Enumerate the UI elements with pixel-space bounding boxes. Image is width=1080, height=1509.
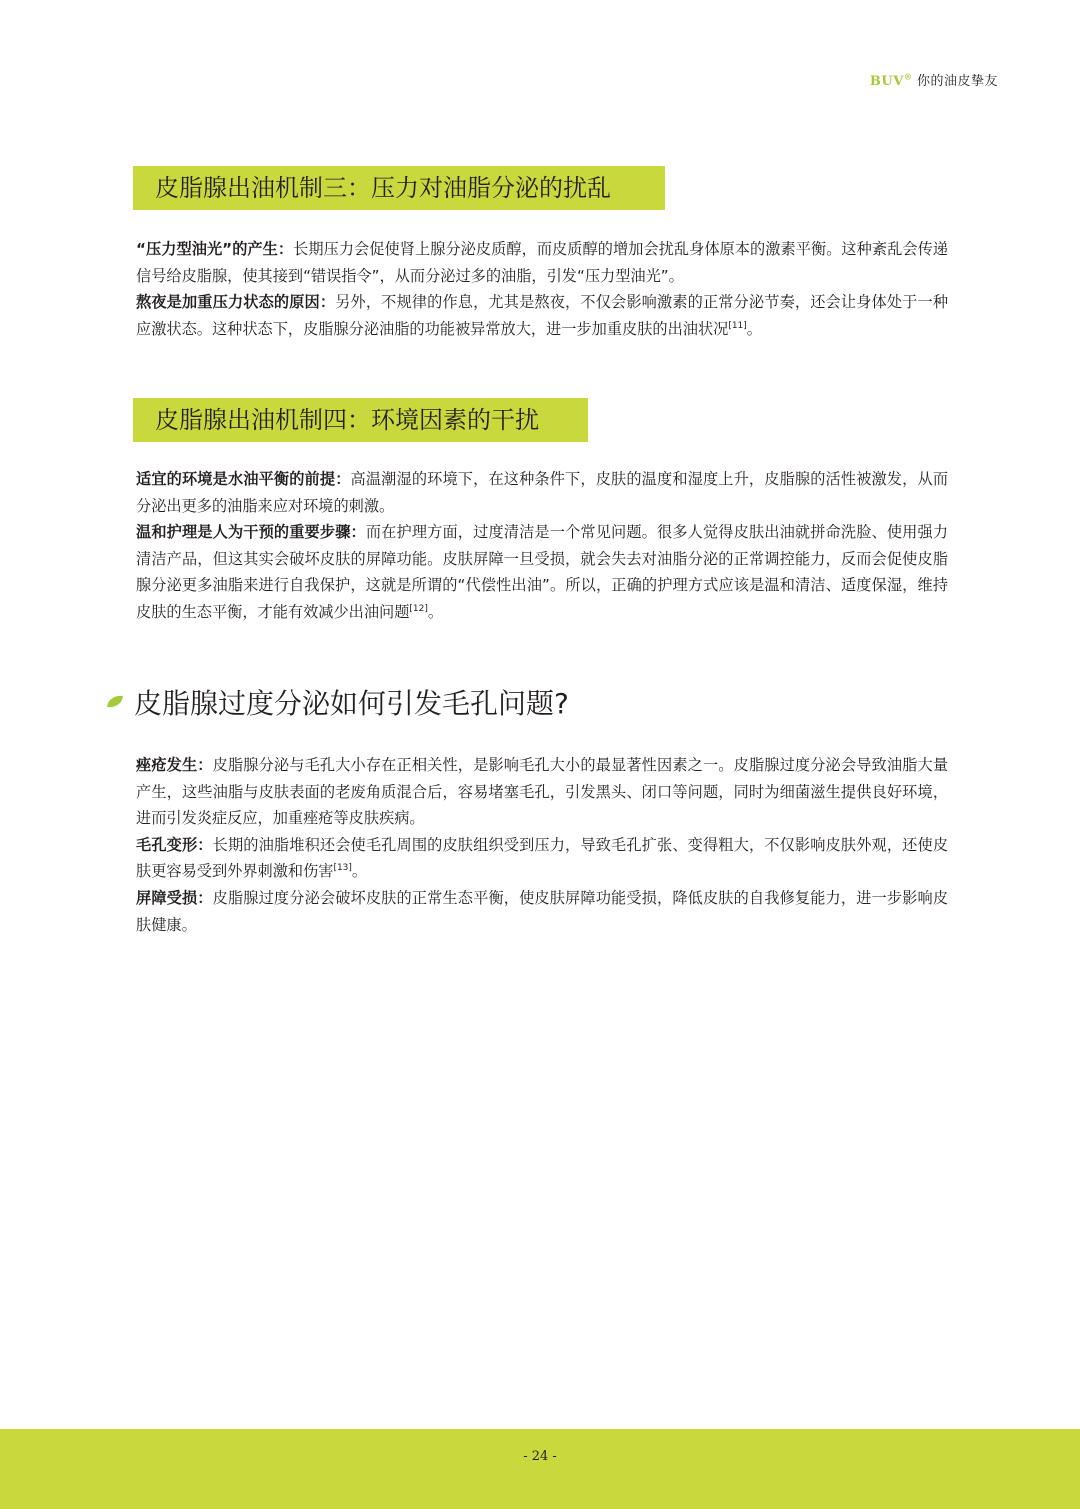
paragraph-text: 另外，不规律的作息，尤其是熬夜，不仅会影响激素的正常分泌节奏，还会让身体处于一种应激状态。这种状态下，皮脂腺分泌油脂的功能被异常放大，进一步加重皮肤的出油状况 <box>136 293 949 338</box>
citation-ref: [12] <box>409 603 428 614</box>
paragraph-text: 皮脂腺过度分泌会破坏皮肤的正常生态平衡，使皮肤屏障功能受损，降低皮肤的自我修复能力，进一步影响皮肤健康。 <box>136 888 949 934</box>
paragraph-text: 长期的油脂堆积还会使毛孔周围的皮肤组织受到压力，导致毛孔扩张、变得粗大，不仅影响皮肤外观，还使皮肤更容易受到外界刺激和伤害 <box>136 835 949 881</box>
section-3-heading: 皮脂腺出油机制三：压力对油脂分泌的扰乱 <box>133 166 665 210</box>
paragraph-lead: 适宜的环境是水油平衡的前提： <box>136 470 351 488</box>
paragraph-text: 皮脂腺分泌与毛孔大小存在正相关性，是影响毛孔大小的最显著性因素之一。皮脂腺过度分泌会导致油脂大量产生，这些油脂与皮肤表面的老废角质混合后，容易堵塞毛孔，引发黑头、闭口等问题，同时为细菌滋生提供良好环境，进而引发炎症反应，加重痤疮等皮肤疾病。 <box>136 756 949 828</box>
paragraph <box>136 519 948 625</box>
paragraph-text: 长期压力会促使肾上腺分泌皮质醇，而皮质醇的增加会扰乱身体原本的激素平衡。这种紊乱会传递信号给皮脂腺，使其接到“错误指令”，从而分泌过多的油脂，引发“压力型油光”。 <box>136 240 948 285</box>
paragraph-lead: 温和护理是人为干预的重要步骤： <box>136 523 366 542</box>
leaf-icon <box>106 695 124 709</box>
section-4-body <box>136 466 948 626</box>
brand-logo: BUV® <box>869 71 913 89</box>
paragraph <box>136 832 948 885</box>
paragraph-tail: 。 <box>746 319 762 338</box>
section-4-heading: 皮脂腺出油机制四：环境因素的干扰 <box>133 398 588 442</box>
paragraph <box>136 885 948 938</box>
section-3-body <box>136 236 948 342</box>
paragraph-text: 高温潮湿的环境下，在这种条件下，皮肤的温度和湿度上升，皮脂腺的活性被激发，从而分泌出更多的油脂来应对环境的刺激。 <box>136 470 949 515</box>
section-5-body <box>136 752 948 938</box>
paragraph-lead: 熬夜是加重压力状态的原因： <box>136 293 336 312</box>
header-brand <box>870 70 998 89</box>
paragraph-text: 而在护理方面，过度清洁是一个常见问题。很多人觉得皮肤出油就拼命洗脸、使用强力清洁产品，但这其实会破坏皮肤的屏障功能。皮肤屏障一旦受损，就会失去对油脂分泌的正常调控能力，反而会促使皮脂腺分泌更多油脂来进行自我保护，这就是所谓的“代偿性出油”。所以，正确的护理方式应该是温和清洁、适度保湿，维持皮肤的生态平衡，才能有效减少出油问题 <box>136 523 949 621</box>
paragraph-lead: “压力型油光”的产生： <box>136 240 294 258</box>
paragraph <box>136 289 948 342</box>
section-5-heading <box>106 684 569 724</box>
footer-bar <box>0 1429 1080 1509</box>
paragraph-lead: 痤疮发生： <box>136 756 213 774</box>
paragraph-lead: 毛孔变形： <box>136 835 213 854</box>
paragraph <box>136 752 948 832</box>
paragraph-lead: 屏障受损： <box>136 888 213 907</box>
paragraph-tail: 。 <box>427 602 444 621</box>
paragraph <box>136 466 948 519</box>
brand-tagline: 你的油皮挚友 <box>916 74 998 89</box>
paragraph-tail: 。 <box>351 862 368 881</box>
section-5-title: 皮脂腺过度分泌如何引发毛孔问题? <box>134 687 569 720</box>
citation-ref: [13] <box>333 863 352 874</box>
citation-ref: [11] <box>728 320 747 331</box>
paragraph <box>136 236 948 289</box>
page-number: - 24 - <box>523 1449 557 1464</box>
